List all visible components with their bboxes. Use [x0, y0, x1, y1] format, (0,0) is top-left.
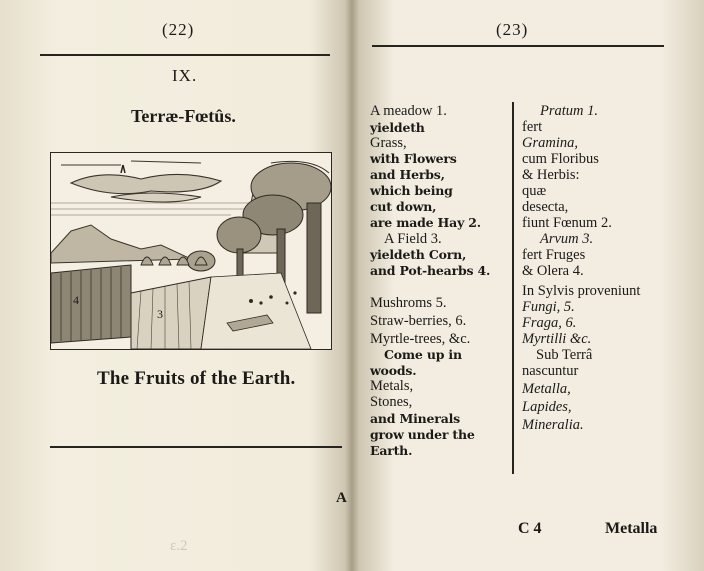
- right-page-number: (23): [496, 20, 529, 39]
- english-line: and Pot-hearbs 4.: [370, 263, 491, 278]
- english-line: A Field 3.: [384, 231, 442, 247]
- left-footer-rule: [50, 446, 342, 448]
- english-line: Metals,: [370, 378, 414, 394]
- latin-line: Myrtilli &c.: [522, 331, 592, 347]
- left-header-rule: [40, 54, 330, 56]
- latin-line: fert: [522, 119, 543, 135]
- latin-line: Fungi, 5.: [522, 299, 575, 315]
- english-line: woods.: [370, 363, 417, 378]
- signature-mark: C 4: [518, 520, 542, 537]
- latin-line: & Olera 4.: [522, 263, 584, 279]
- latin-line: Pratum 1.: [540, 103, 598, 119]
- latin-line: Mineralia.: [522, 417, 584, 433]
- left-page-number: (22): [162, 20, 195, 39]
- woodcut-label-3: 3: [157, 307, 163, 321]
- latin-line: Arvum 3.: [540, 231, 594, 247]
- english-line: yieldeth: [370, 120, 425, 135]
- english-line: which being: [370, 183, 453, 198]
- latin-line: Lapides,: [522, 399, 572, 415]
- latin-line: quæ: [522, 183, 547, 199]
- latin-line: cum Floribus: [522, 151, 599, 167]
- english-line: grow under the: [370, 427, 475, 442]
- english-line: Mushroms 5.: [370, 295, 447, 311]
- english-line: A meadow 1.: [370, 103, 447, 119]
- column-divider: [512, 102, 514, 474]
- latin-line: In Sylvis proveniunt: [522, 283, 641, 299]
- left-catchword: A: [336, 490, 347, 506]
- latin-line: nascuntur: [522, 363, 579, 379]
- english-line: cut down,: [370, 199, 437, 214]
- latin-line: Gramina,: [522, 135, 578, 151]
- english-line: yieldeth Corn,: [370, 247, 467, 262]
- latin-line: Sub Terrâ: [536, 347, 593, 363]
- latin-line: Fraga, 6.: [522, 315, 577, 331]
- english-line: with Flowers: [370, 151, 457, 166]
- english-line: Stones,: [370, 394, 413, 410]
- english-line: Myrtle-trees, &c.: [370, 331, 471, 347]
- english-line: and Herbs,: [370, 167, 445, 182]
- show-through-text: ɛ.2: [170, 538, 188, 554]
- english-line: Grass,: [370, 135, 407, 151]
- woodcut-illustration: [50, 152, 332, 350]
- woodcut-drawing: [51, 153, 331, 349]
- english-line: Come up in: [384, 347, 462, 362]
- right-catchword: Metalla: [605, 520, 658, 537]
- english-line: and Minerals: [370, 411, 460, 426]
- right-header-rule: [372, 45, 664, 47]
- english-title: The Fruits of the Earth.: [97, 368, 296, 389]
- english-line: Earth.: [370, 443, 413, 458]
- latin-line: & Herbis:: [522, 167, 580, 183]
- latin-line: fiunt Fœnum 2.: [522, 215, 612, 231]
- latin-line: Metalla,: [522, 381, 571, 397]
- english-line: are made Hay 2.: [370, 215, 481, 230]
- latin-title: Terræ-Fœtûs.: [131, 106, 236, 126]
- woodcut-label-4: 4: [73, 293, 79, 307]
- latin-line: fert Fruges: [522, 247, 586, 263]
- latin-line: desecta,: [522, 199, 569, 215]
- english-line: Straw-berries, 6.: [370, 313, 467, 329]
- chapter-number: IX.: [172, 66, 198, 85]
